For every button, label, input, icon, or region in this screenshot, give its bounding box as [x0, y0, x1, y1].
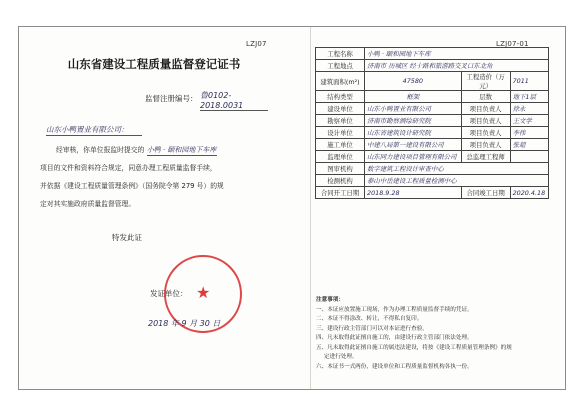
- value-structure-type: 框架: [365, 91, 462, 103]
- certificate-title: 山东省建设工程质量监督登记证书: [67, 57, 241, 71]
- label-project-location: 工程地点: [316, 60, 365, 72]
- label-structure-type: 结构类型: [316, 91, 365, 103]
- label-start-date: 合同开工日期: [316, 187, 365, 199]
- body-line-2: 项目的文件和资料符合规定，同意办理工程质量监督手续，: [40, 164, 217, 172]
- certificate-closing: 特发此证: [112, 233, 142, 242]
- value-design-unit: 山东省建筑设计研究院: [365, 127, 462, 139]
- value-testing-agency: 泰山中岳建设工程质量检测中心: [365, 175, 549, 187]
- note-item: 六、本证书一式两份，建设单位和工程质量监督机构各执一份。: [316, 363, 473, 370]
- value-developer: 山东小鸭置业有限公司: [365, 103, 462, 115]
- value-project-name: 小鸭 · 颐和园地下车库: [365, 48, 549, 60]
- label-survey-lead: 项目负责人: [461, 115, 510, 127]
- label-completion-date: 合同竣工日期: [461, 187, 510, 199]
- value-survey-unit: 济南市勘察测绘研究院: [365, 115, 462, 127]
- label-testing-agency: 检测机构: [316, 175, 365, 187]
- right-form-code: LZJ07-01: [496, 40, 529, 48]
- body-line-4: 定对其实施政府质量监督管理。: [40, 200, 136, 208]
- value-construction-lead: 张超: [510, 139, 548, 151]
- value-construction-unit: 中建八局第一建设有限公司: [365, 139, 462, 151]
- label-survey-unit: 勘察单位: [316, 115, 365, 127]
- value-project-cost: 7011: [510, 72, 548, 91]
- value-floor-area: 47580: [365, 72, 462, 91]
- note-item: 五、凡未取得此证擅自施工的属违法建设，将按《建设工程质量管理条例》的规: [316, 344, 512, 351]
- label-project-name: 工程名称: [316, 48, 365, 60]
- notes-title: 注意事项：: [316, 297, 344, 303]
- label-floor-area: 建筑面积(m²): [316, 72, 365, 91]
- addressee: 山东小鸭置业有限公司：: [46, 124, 142, 136]
- label-developer-lead: 项目负责人: [461, 103, 510, 115]
- note-item: 三、建设行政主管部门可以对本证进行查验。: [316, 325, 428, 332]
- note-item: 定进行处理。: [324, 354, 358, 360]
- value-chief-supervisor: [510, 151, 548, 163]
- label-floors: 层数: [461, 91, 510, 103]
- label-developer: 建设单位: [316, 103, 365, 115]
- label-construction-unit: 施工单位: [316, 139, 365, 151]
- registration-number-label: 监督注册编号：: [145, 94, 198, 103]
- value-survey-lead: 王文学: [510, 115, 548, 127]
- registration-number-value: 鲁0102-2018.0031: [200, 90, 268, 111]
- project-name-fill: 小鸭 · 颐和园地下车库: [146, 146, 217, 154]
- left-form-code: LZJ07: [246, 40, 267, 48]
- value-design-lead: 李伟: [510, 127, 548, 139]
- label-design-unit: 设计单位: [316, 127, 365, 139]
- body-text-1: 经审核，你单位报监时提交的: [56, 146, 145, 154]
- seal-star-icon: ★: [196, 283, 211, 302]
- value-floors: 地下1层: [510, 91, 548, 103]
- body-line-1: [56, 144, 217, 156]
- center-fold: [310, 27, 311, 389]
- note-item: 四、凡未取得此证擅自施工的，由建设行政主管部门依法处理。: [316, 335, 473, 341]
- label-design-lead: 项目负责人: [461, 127, 510, 139]
- note-item: 二、本证不得涂改、转让，不得私自复印。: [316, 316, 423, 322]
- label-construction-lead: 项目负责人: [461, 139, 510, 151]
- label-project-cost: 工程造价（万元）: [461, 72, 510, 91]
- value-start-date: 2018.9.28: [365, 187, 462, 199]
- value-completion-date: 2020.4.18: [510, 187, 548, 199]
- value-review-agency: 数字建筑工程设计审查中心: [365, 163, 549, 175]
- issue-date: 2018 年 9 月 30 日: [148, 319, 221, 328]
- value-supervision-unit: 山东同力建设项目管理有限公司: [365, 151, 462, 163]
- note-item: 一、本证应放置施工现场，作为办理工程质量监督手续的凭证。: [316, 306, 473, 313]
- value-developer-lead: 徐永: [510, 103, 548, 115]
- body-line-3: 并依据《建设工程质量管理条例》（国务院令第 279 号）的规: [40, 182, 224, 190]
- issuer-label: 发证单位：: [150, 289, 188, 298]
- label-supervision-unit: 监理单位: [316, 151, 365, 163]
- label-review-agency: 图审机构: [316, 163, 365, 175]
- value-project-location: 济南市 历城区 经十路和旅游路交叉口东北角: [365, 60, 549, 72]
- notes-section: [316, 296, 552, 372]
- project-info-table: [315, 47, 549, 199]
- label-chief-supervisor: 总监理工程师: [461, 151, 510, 163]
